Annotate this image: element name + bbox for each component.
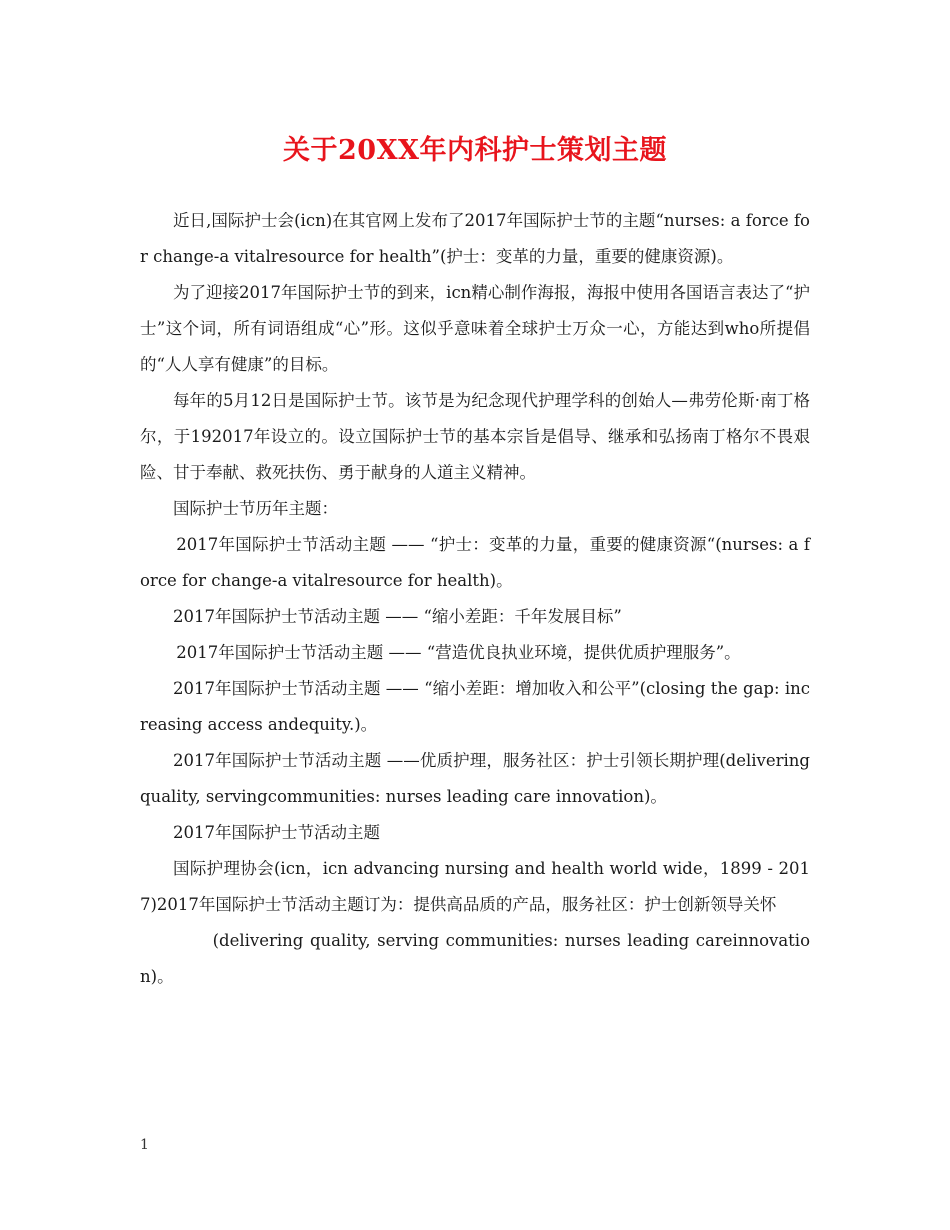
document-body: [140, 203, 810, 995]
paragraph-theme-3: 2017年国际护士节活动主题 —— “营造优良执业环境，提供优质护理服务”。: [176, 643, 741, 662]
paragraph-theme-2: 2017年国际护士节活动主题 —— “缩小差距：千年发展目标”: [173, 607, 622, 626]
paragraph-icn-theme: 国际护理协会(icn，icn advancing nursing and health world wide，1899 - 2017)2017年国际护士节活动主题订为：提供高品质的产品，服务社区：护士创新领导关怀: [140, 859, 810, 914]
document-title: 关于20XX年内科护士策划主题: [283, 135, 667, 166]
page-number: 1: [140, 1137, 149, 1153]
paragraph-theme-6-heading: 2017年国际护士节活动主题: [173, 823, 380, 842]
paragraph-theme-5: 2017年国际护士节活动主题 ——优质护理，服务社区：护士引领长期护理(delivering quality, servingcommunities: nurses leading care innovation)。: [140, 751, 810, 806]
paragraph-icn-theme-english: (delivering quality, serving communities: nurses leading careinnovation)。: [140, 931, 810, 986]
paragraph-poster: 为了迎接2017年国际护士节的到来，icn精心制作海报，海报中使用各国语言表达了“护士”这个词，所有词语组成“心”形。这似乎意味着全球护士万众一心，方能达到who所提倡的“人人享有健康”的目标。: [140, 283, 810, 374]
paragraph-theme-1: 2017年国际护士节活动主题 —— “护士：变革的力量，重要的健康资源“(nurses: a force for change-a vitalresource for health)。: [140, 535, 810, 590]
paragraph-themes-heading: 国际护士节历年主题：: [173, 499, 338, 518]
paragraph-theme-4: 2017年国际护士节活动主题 —— “缩小差距：增加收入和公平”(closing the gap: increasing access andequity.)。: [140, 679, 810, 734]
paragraph-announcement: 近日,国际护士会(icn)在其官网上发布了2017年国际护士节的主题“nurses: a force for change-a vitalresource for health”(护士：变革的力量，重要的健康资源)。: [140, 211, 810, 266]
paragraph-nurses-day: 每年的5月12日是国际护士节。该节是为纪念现代护理学科的创始人—弗劳伦斯·南丁格尔，于192017年设立的。设立国际护士节的基本宗旨是倡导、继承和弘扬南丁格尔不畏艰险、甘于奉献、救死扶伤、勇于献身的人道主义精神。: [140, 391, 810, 482]
